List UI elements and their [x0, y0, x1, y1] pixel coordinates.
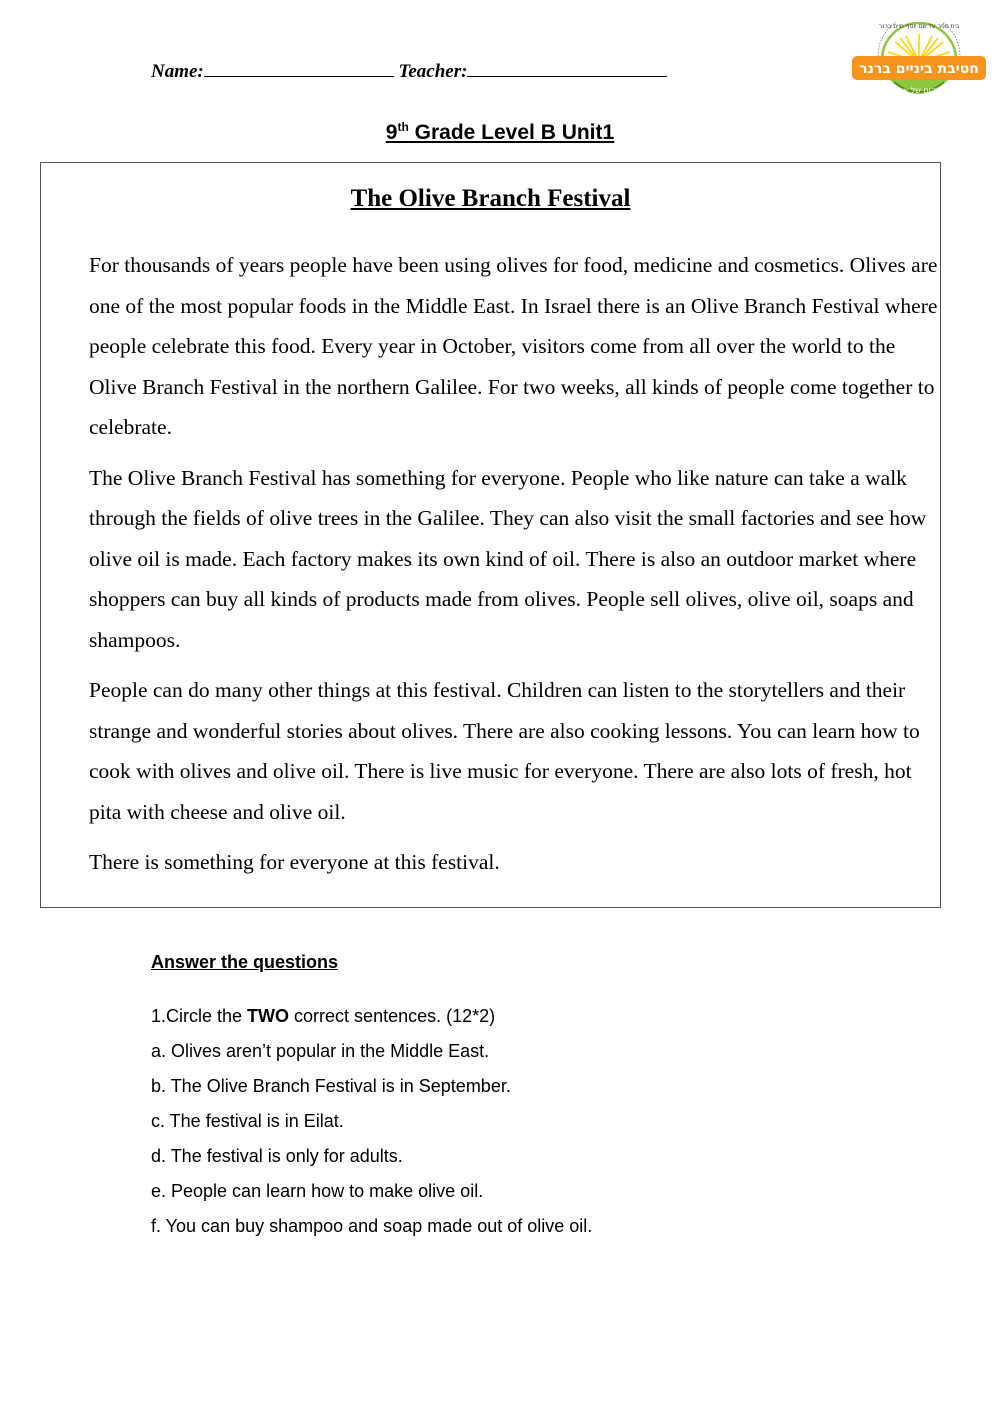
option-e[interactable]: e. People can learn how to make olive oil.: [151, 1181, 484, 1201]
option-f[interactable]: f. You can buy shampoo and soap made out of olive oil.: [151, 1216, 593, 1236]
story-title: The Olive Branch Festival: [350, 185, 631, 212]
name-blank[interactable]: [204, 60, 394, 77]
grade-number: 9: [385, 121, 398, 144]
option-c[interactable]: c. The festival is in Eilat.: [151, 1111, 344, 1131]
name-teacher-line: [151, 60, 667, 83]
questions-section: [151, 950, 951, 1249]
teacher-label: Teacher:: [398, 61, 468, 82]
grade-rest: Grade Level B Unit1: [408, 121, 615, 144]
school-logo: [848, 22, 990, 108]
grade-suffix: th: [397, 120, 409, 134]
logo-arc-text: בית ספר על שם יוסף חיים ברנר: [878, 23, 960, 30]
story-body: [89, 245, 939, 893]
question-1-suffix: correct sentences. (12*2): [289, 1006, 496, 1026]
option-d[interactable]: d. The festival is only for adults.: [151, 1146, 403, 1166]
question-1: [151, 1004, 951, 1028]
story-box: [40, 162, 941, 908]
story-paragraph-3: People can do many other things at this festival. Children can listen to the storytellers and their strange and wonderful stories about olives. There are also cooking lessons. You can learn how to cook with olives and olive oil. There is live music for everyone. There are also lots of fresh, hot pita with cheese and olive oil.: [89, 678, 920, 824]
option-b[interactable]: b. The Olive Branch Festival is in September.: [151, 1076, 511, 1096]
question-1-prefix: 1.Circle the: [151, 1006, 248, 1026]
questions-heading: Answer the questions: [151, 952, 339, 972]
story-paragraph-2: The Olive Branch Festival has something for everyone. People who like nature can take a walk through the fields of olive trees in the Galilee. They can also visit the small factories and see how olive oil is made. Each factory makes its own kind of oil. There is also an outdoor market where shoppers can buy all kinds of products made from olives. People sell olives, olive oil, soaps and shampoos.: [89, 465, 927, 652]
grade-title: [0, 120, 1000, 145]
name-label: Name:: [151, 61, 204, 82]
teacher-blank[interactable]: [467, 60, 667, 77]
option-a[interactable]: a. Olives aren’t popular in the Middle East.: [151, 1041, 490, 1061]
story-paragraph-1: For thousands of years people have been using olives for food, medicine and cosmetics. Olives are one of the most popular foods in the Middle East. In Israel there is an Olive Branch Festival where people celebrate this food. Every year in October, visitors come from all over the world to the Olive Branch Festival in the northern Galilee. For two weeks, all kinds of people come together to celebrate.: [89, 253, 938, 439]
logo-text: חטיבת ביניים ברנר: [859, 61, 979, 77]
question-1-bold: TWO: [247, 1006, 290, 1026]
story-paragraph-4: There is something for everyone at this festival.: [89, 850, 500, 874]
logo-subtext: מקום של אור: [896, 86, 942, 95]
